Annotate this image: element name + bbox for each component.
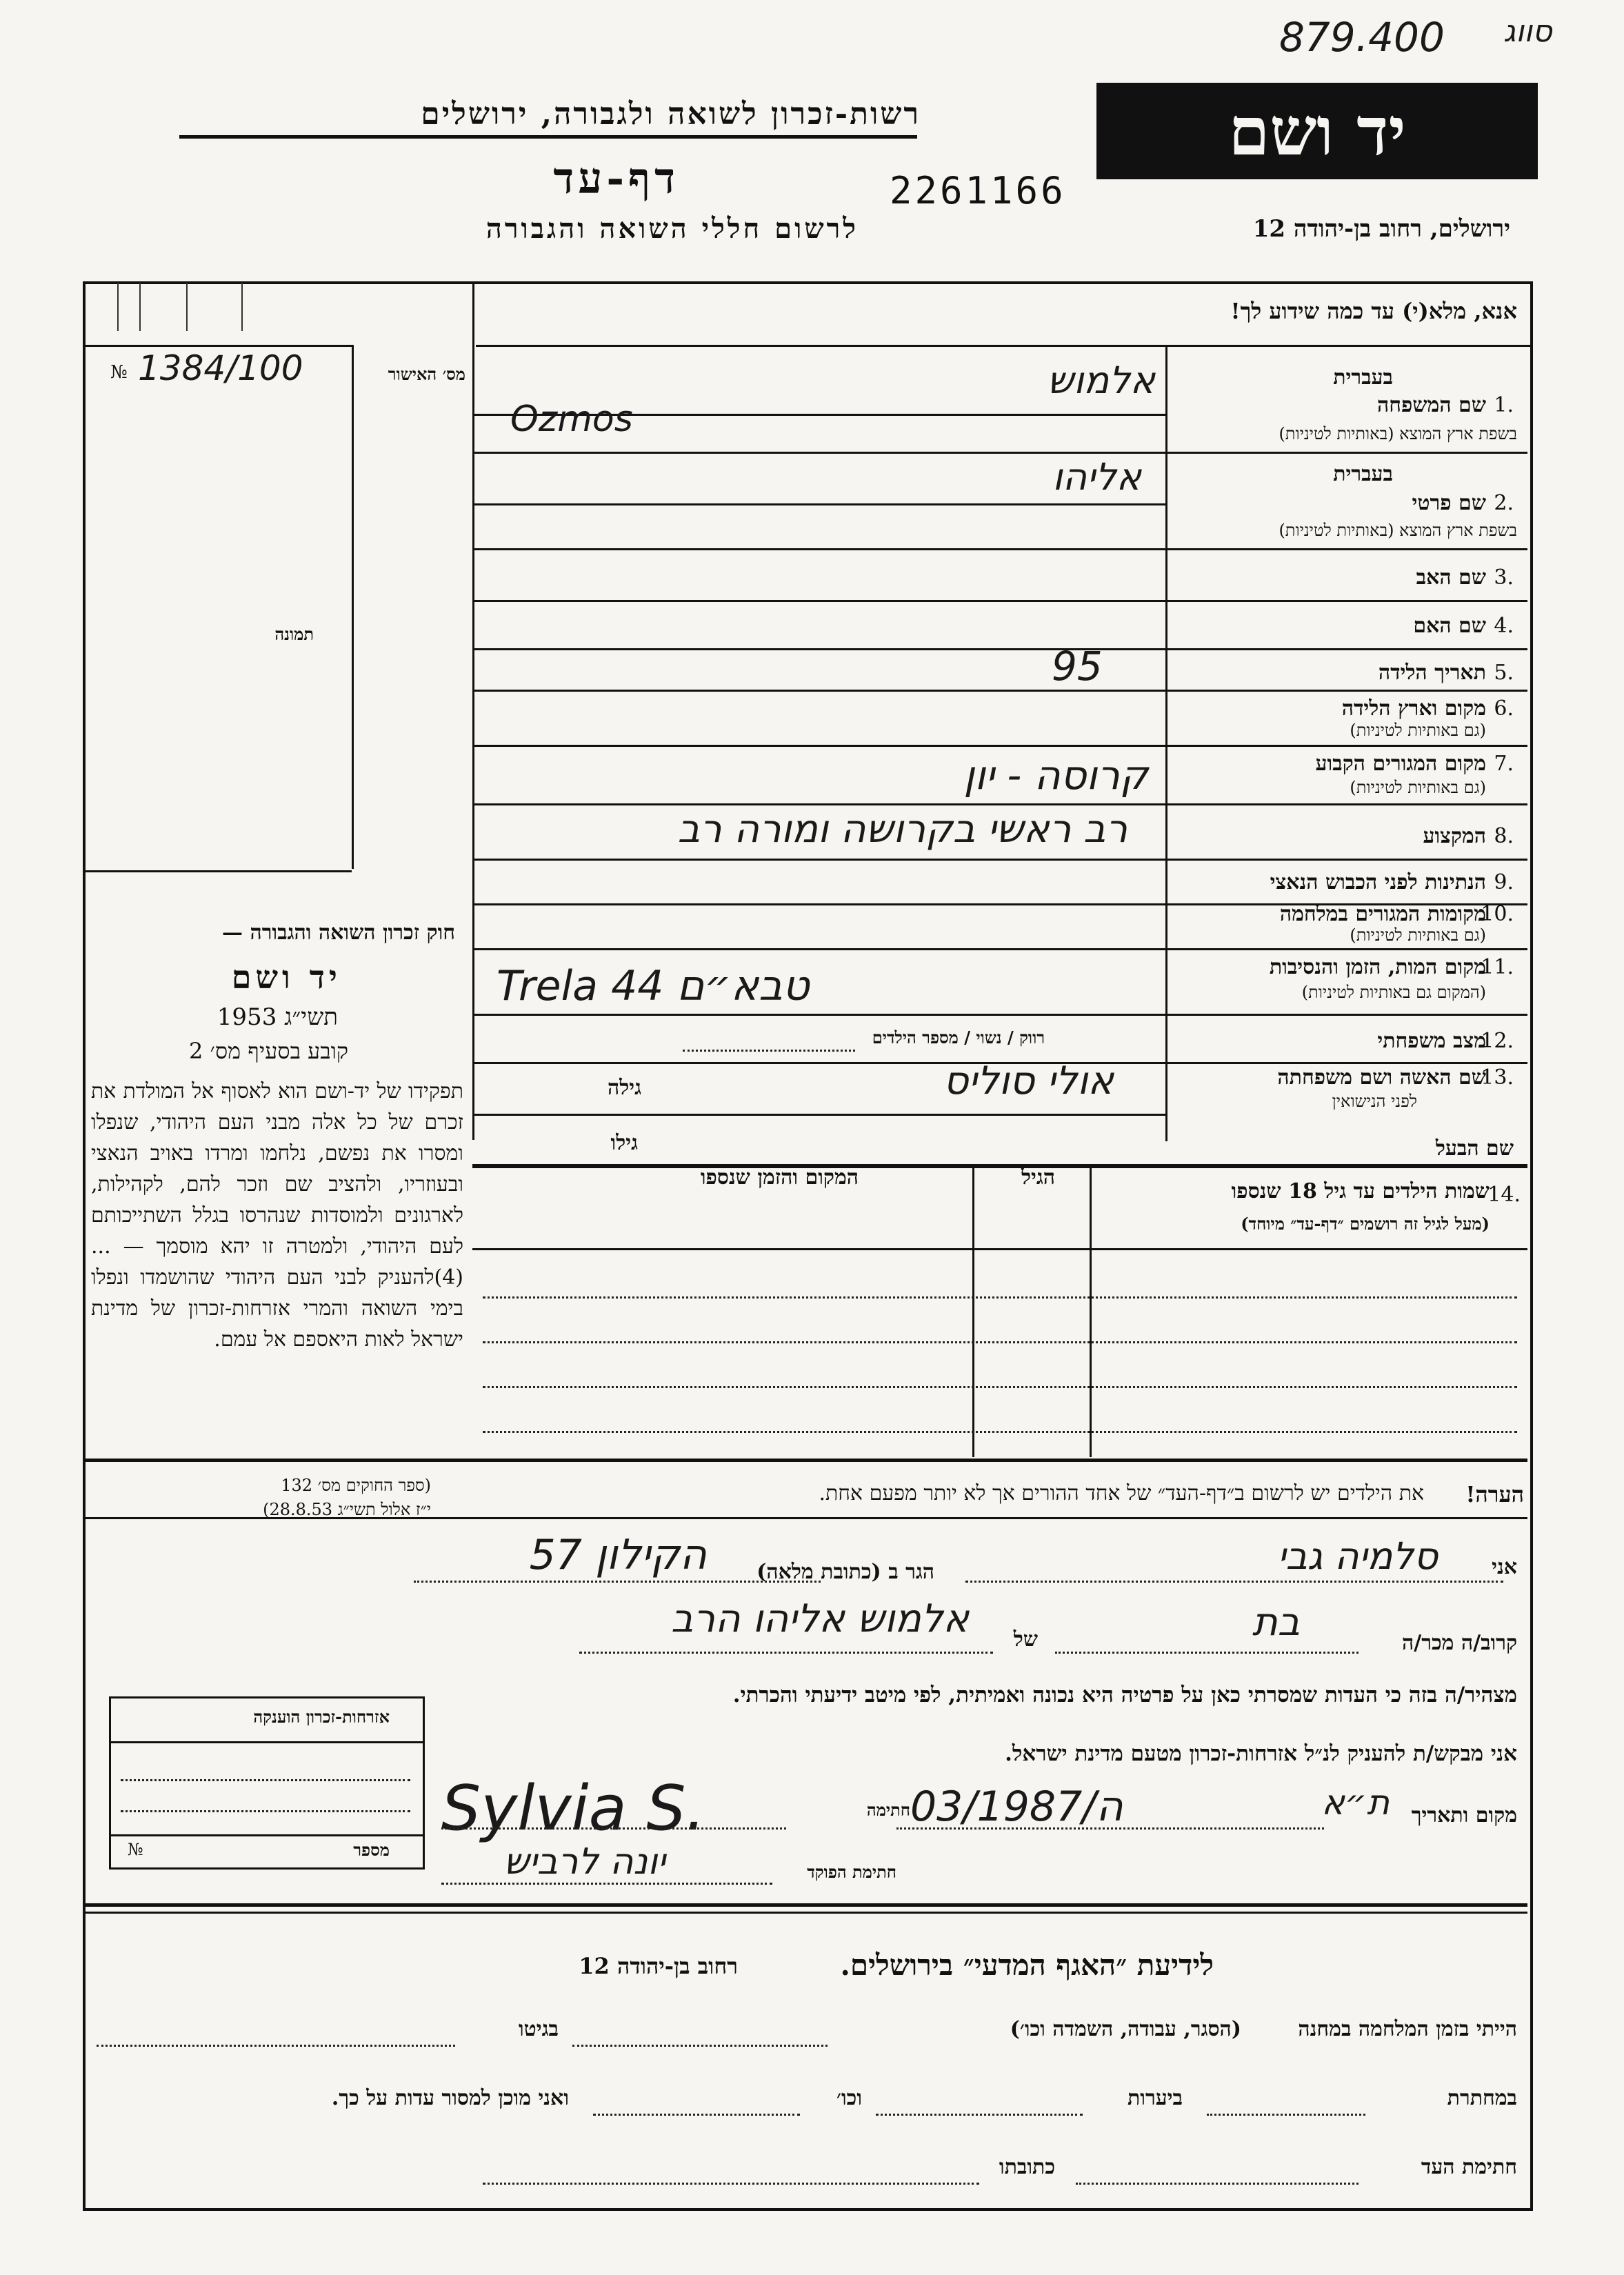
field-3-label: שם האב [1416,565,1486,590]
first-name-hebrew-value: אליהו [1052,455,1141,499]
field-1-num: 1. [1494,393,1514,417]
testimony-statement: ואני מוכן למסור עדות על כך. [331,2086,569,2110]
field-7-num: 7. [1494,752,1514,776]
field-9-label: הנתינות לפני הכבוש הנאצי [1270,870,1486,894]
field-1-sub: בשפת ארץ המוצא (באותיות לטיניות) [1279,424,1517,443]
residence-value: קרוסה - יון [963,752,1148,799]
field-8-num: 8. [1494,824,1514,848]
date-value: 03/ה/1987 [910,1783,1123,1831]
law-ref-1: (ספר החוקים מס׳ 132 [281,1476,431,1495]
children-sub: (מעל לגיל זה רושמים ״דף-עד״ מיוחד) [1241,1214,1490,1234]
law-year: תשי״ג 1953 [217,1003,338,1031]
marital-options: רווק / נשוי / מספר הילדים [872,1028,1045,1048]
yad-vashem-logo: יד ושם [1096,83,1538,179]
info-title: לידיעת ״האגף המדעי״ בירושלים. [840,1948,1214,1982]
field-3-num: 3. [1494,565,1514,590]
field-6-num: 6. [1494,696,1514,721]
info-address: רחוב בן-יהודה 12 [579,1953,738,1979]
note-text: את הילדים יש לרשום ב״דף-העד״ של אחד ההורים אך לא יותר מפעם אחת. [819,1481,1424,1505]
surname-hebrew-value: אלמוש [1047,359,1155,402]
children-label: שמות הילדים עד גיל 18 שנספו [1231,1179,1490,1203]
field-6-sub: (גם באותיות לטיניות) [1350,721,1486,740]
classification-mark: סווג [1503,14,1552,49]
wife-age-label: גילה [607,1076,641,1100]
form-subtitle: לרשום חללי השואה והגבורה [485,212,859,245]
of-name-value: אלמוש אליהו הרב [670,1596,969,1641]
field-2-sub: בשפת ארץ המוצא (באותיות לטיניות) [1279,521,1517,540]
profession-value: רב ראשי בקרושה ומורה רב [677,807,1127,852]
children-col-place: המקום והזמן שנספו [700,1165,859,1190]
place-value: ת״א [1321,1783,1390,1823]
declaration-text: מצהיר/ה בזה כי העדות שמסרתי כאן על פרטיה היא נכונה ואמיתית, לפי מיטב ידיעתי והכרתי. [732,1683,1517,1707]
field-10-label: מקומות המגורים במלחמה [1279,902,1486,926]
witness-address-value: הקילון 57 [529,1531,707,1579]
field-9-num: 9. [1494,870,1514,894]
underground-label: במחתרת [1447,2086,1517,2110]
authority-name: רשות-זכרון לשואה ולגבורה, ירושלים [421,97,921,132]
wife-name-value: אולי סוליס [943,1059,1114,1103]
approval-label: מס׳ האישור [388,364,465,384]
serial-number: 2261166 [890,169,1066,212]
law-ref-2: י״ז אלול תשי״ג 28.8.53) [263,1500,431,1519]
field-11-label: מקום המות, הזמן והנסיבות [1269,955,1486,979]
field-7-label: מקום המגורים הקבוע [1315,752,1486,776]
field-13-num: 13. [1481,1065,1514,1090]
citizenship-no-sign: № [128,1840,143,1859]
citizenship-number-label: מספר [353,1840,390,1860]
field-2-tag: בעברית [1333,462,1393,486]
field-10-num: 10. [1481,902,1514,926]
field-13-label: שם האשה ושם משפחתה [1277,1065,1486,1090]
place-date-label: מקום ותאריך [1411,1803,1517,1827]
relation-value: בת [1252,1600,1300,1645]
surname-latin-value: Ozmos [510,399,633,440]
approval-stub [90,283,434,334]
law-text: תפקידו של יד-ושם הוא לאסוף אל המולדת את זכרם של כל אלה מבני העם היהודי, שנפלו ומסרו את נפשם, נלחמו ומרדו באויב הנאצי ובעוזריו, ולהציב שם וזכר להם, לקהילות, לארגונים ולמוסדות שנהרסו בגלל השתייכותם לעם היהודי, ולמטרה זו יהא מוסמך — ...(4)להעניק לבני העם היהודי שהושמדו ונפלו בימי השואה והמרי אזרחות-זכרון של מדינת ישראל לאות היאספם אל עמם. [91,1079,463,1352]
law-section: קובע בסעיף מס׳ 2 [189,1038,348,1064]
witness-signature: Sylvia S. [441,1772,706,1845]
death-place-value: Trela 44 טבא״ם [497,962,810,1010]
witness-name-value: סלמיה גבי [1277,1534,1438,1578]
field-2-num: 2. [1494,491,1514,515]
officer-signature: יונה לרביש [503,1841,665,1883]
field-8-label: המקצוע [1423,824,1486,848]
archive-number: 879.400 [1279,14,1445,61]
ghetto-label: בגיטו [518,2017,559,2041]
approval-number: 1384/100 [138,348,303,388]
form-title: דף-עד [553,153,679,203]
witness-signature-label: חתימת העד [1421,2155,1517,2179]
law-name: יד ושם [231,959,341,996]
request-text: אני מבקש/ת להעניק לנ״ל אזרחות-זכרון מטעם מדינת ישראל. [1005,1741,1517,1766]
husband-label: שם הבעל [1435,1136,1514,1161]
law-title: חוק זכרון השואה והגבורה — [222,921,455,945]
field-10-sub: (גם באותיות לטיניות) [1350,925,1486,945]
field-11-num: 11. [1481,955,1514,979]
field-7-sub: (גם באותיות לטיניות) [1350,778,1486,797]
camp-types: (הסגר, עבודה, השמדה וכו׳) [1010,2017,1241,2041]
witness-lives-label: הגר ב (כתובת מלאה) [756,1560,934,1584]
field-1-label: שם המשפחה [1376,393,1486,417]
photo-label: תמונה [274,624,314,644]
field-5-num: 5. [1494,661,1514,685]
approval-no-sign: № [110,362,128,383]
field-4-num: 4. [1494,614,1514,638]
field-6-label: מקום וארץ הלידה [1341,696,1486,721]
field-1-tag: בעברית [1333,365,1393,390]
field-4-label: שם האם [1413,614,1486,638]
note-label: הערה! [1465,1481,1524,1507]
witness-i-label: אני [1492,1555,1517,1579]
witness-address-label: כתובתו [999,2155,1055,2179]
field-11-sub: (המקום גם באותיות לטיניות) [1301,983,1486,1002]
field-5-label: תאריך הלידה [1378,661,1486,685]
etc-label: וכו׳ [836,2086,862,2110]
field-2-label: שם פרטי [1412,491,1486,515]
officer-label: חתימת הפוקד [807,1862,896,1882]
citizenship-title: אזרחות-זכרון הוענקה [253,1707,390,1727]
yv-address: ירושלים, רחוב בן-יהודה 12 [1252,215,1510,243]
husband-age-label: גילו [610,1131,638,1155]
field-12-label: מצב משפחתי [1377,1029,1486,1053]
children-col-age: הגיל [1021,1165,1055,1190]
camp-label: הייתי בזמן המלחמה במחנה [1298,2017,1517,2041]
field-12-num: 12. [1481,1029,1514,1053]
field-13-sub: לפני הנישואין [1332,1092,1417,1111]
birth-date-value: 95 [1052,643,1103,690]
forests-label: ביערות [1127,2086,1183,2110]
relation-label: קרוב/ה מכר/ה [1402,1631,1517,1655]
field-14-num: 14. [1487,1183,1521,1207]
signature-label: חתימה [866,1800,910,1820]
of-label: של [1013,1627,1038,1652]
top-prompt: אנא, מלא(י) עד כמה שידוע לך! [1230,298,1517,324]
